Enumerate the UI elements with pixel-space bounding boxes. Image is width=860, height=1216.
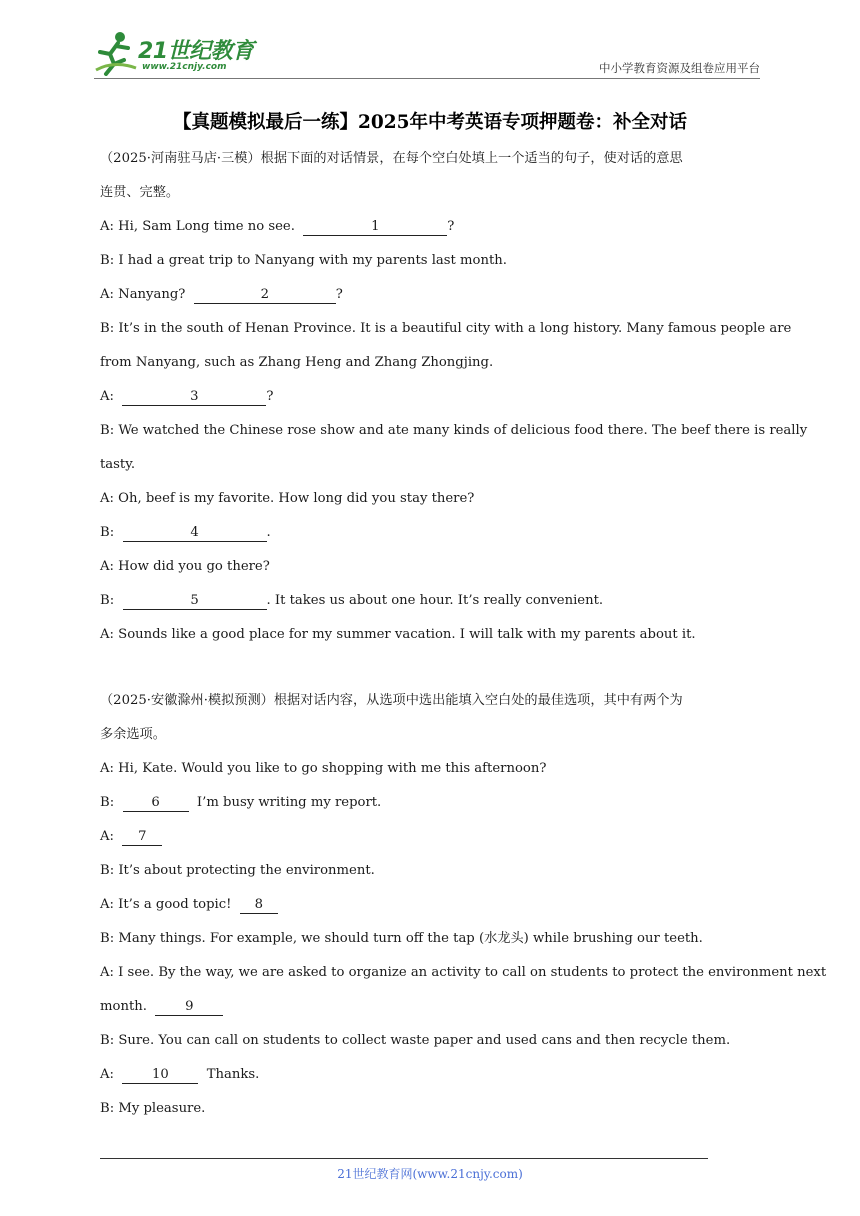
runner-logo-icon (94, 30, 138, 76)
dialogue-line: A: 3 ? (100, 389, 274, 404)
dialogue-line: A: It’s a good topic! 8 (100, 888, 765, 922)
dialogue-line: month. 9 (100, 990, 765, 1024)
dialogue-line: A: Sounds like a good place for my summer vacation. I will talk with my parents about it. (100, 627, 696, 642)
dialogue-line: A: Nanyang? 2 ? (100, 287, 343, 302)
blank-7[interactable]: 7 (122, 829, 162, 846)
section-2-intro-1: （2025·安徽滁州·模拟预测）根据对话内容，从选项中选出能填入空白处的最佳选项，其中有两个为 (100, 693, 683, 708)
section-1-intro-1: （2025·河南驻马店·三模）根据下面的对话情景，在每个空白处填上一个适当的句子，使对话的意思 (100, 151, 683, 166)
dialogue-line: A: 10 Thanks. (100, 1067, 260, 1082)
blank-9[interactable]: 9 (155, 999, 223, 1016)
dialogue-line: B: My pleasure. (100, 1101, 206, 1116)
dialogue-line: A: Oh, beef is my favorite. How long did you stay there? (100, 491, 475, 506)
section-1-intro-2: 连贯、完整。 (100, 185, 180, 200)
footer-divider (100, 1158, 708, 1159)
dialogue-line: B: Sure. You can call on students to collect waste paper and used cans and then recycle them. (100, 1033, 731, 1048)
logo-text: 21世纪教育 (138, 39, 254, 64)
blank-1[interactable]: 1 (303, 219, 447, 236)
blank-3[interactable]: 3 (122, 389, 266, 406)
blank-2[interactable]: 2 (194, 287, 336, 304)
section-2 (100, 684, 827, 1126)
dialogue-line: B: It’s about protecting the environment. (100, 863, 375, 878)
blank-4[interactable]: 4 (123, 525, 267, 542)
dialogue-line: B: It’s in the south of Henan Province. It is a beautiful city with a long history. Many famous people are (100, 321, 792, 336)
dialogue-line: B: We watched the Chinese rose show and ate many kinds of delicious food there. The beef there is really (100, 423, 808, 438)
dialogue-line: B: I had a great trip to Nanyang with my parents last month. (100, 253, 507, 268)
section-2-intro-2: 多余选项。 (100, 727, 166, 742)
site-logo (94, 30, 259, 78)
header-divider (94, 78, 760, 79)
page-header (94, 30, 760, 80)
dialogue-line: A: 7 (100, 820, 765, 854)
blank-6[interactable]: 6 (123, 795, 189, 812)
blank-10[interactable]: 10 (122, 1067, 198, 1084)
dialogue-line: A: I see. By the way, we are asked to organize an activity to call on students to protect the environment next (100, 965, 827, 980)
blank-5[interactable]: 5 (123, 593, 267, 610)
logo-url: www.21cnjy.com (142, 62, 227, 72)
dialogue-line: B: Many things. For example, we should turn off the tap (水龙头) while brushing our teeth. (100, 931, 703, 946)
dialogue-line: B: 5 . It takes us about one hour. It’s really convenient. (100, 593, 604, 608)
dialogue-line: A: How did you go there? (100, 559, 270, 574)
dialogue-line: B: 6 I’m busy writing my report. (100, 795, 382, 810)
platform-label: 中小学教育资源及组卷应用平台 (599, 61, 760, 75)
dialogue-line: A: Hi, Kate. Would you like to go shopping with me this afternoon? (100, 761, 547, 776)
footer-link[interactable]: 21世纪教育网(www.21cnjy.com) (337, 1167, 523, 1181)
blank-8[interactable]: 8 (240, 897, 278, 914)
dialogue-line: from Nanyang, such as Zhang Heng and Zhang Zhongjing. (100, 355, 494, 370)
page-title: 【真题模拟最后一练】2025年中考英语专项押题卷：补全对话 (173, 112, 687, 133)
dialogue-line: B: 4 . (100, 525, 271, 540)
dialogue-line: A: Hi, Sam Long time no see. 1 ? (100, 219, 455, 234)
dialogue-line: tasty. (100, 457, 136, 472)
section-1 (100, 142, 808, 652)
